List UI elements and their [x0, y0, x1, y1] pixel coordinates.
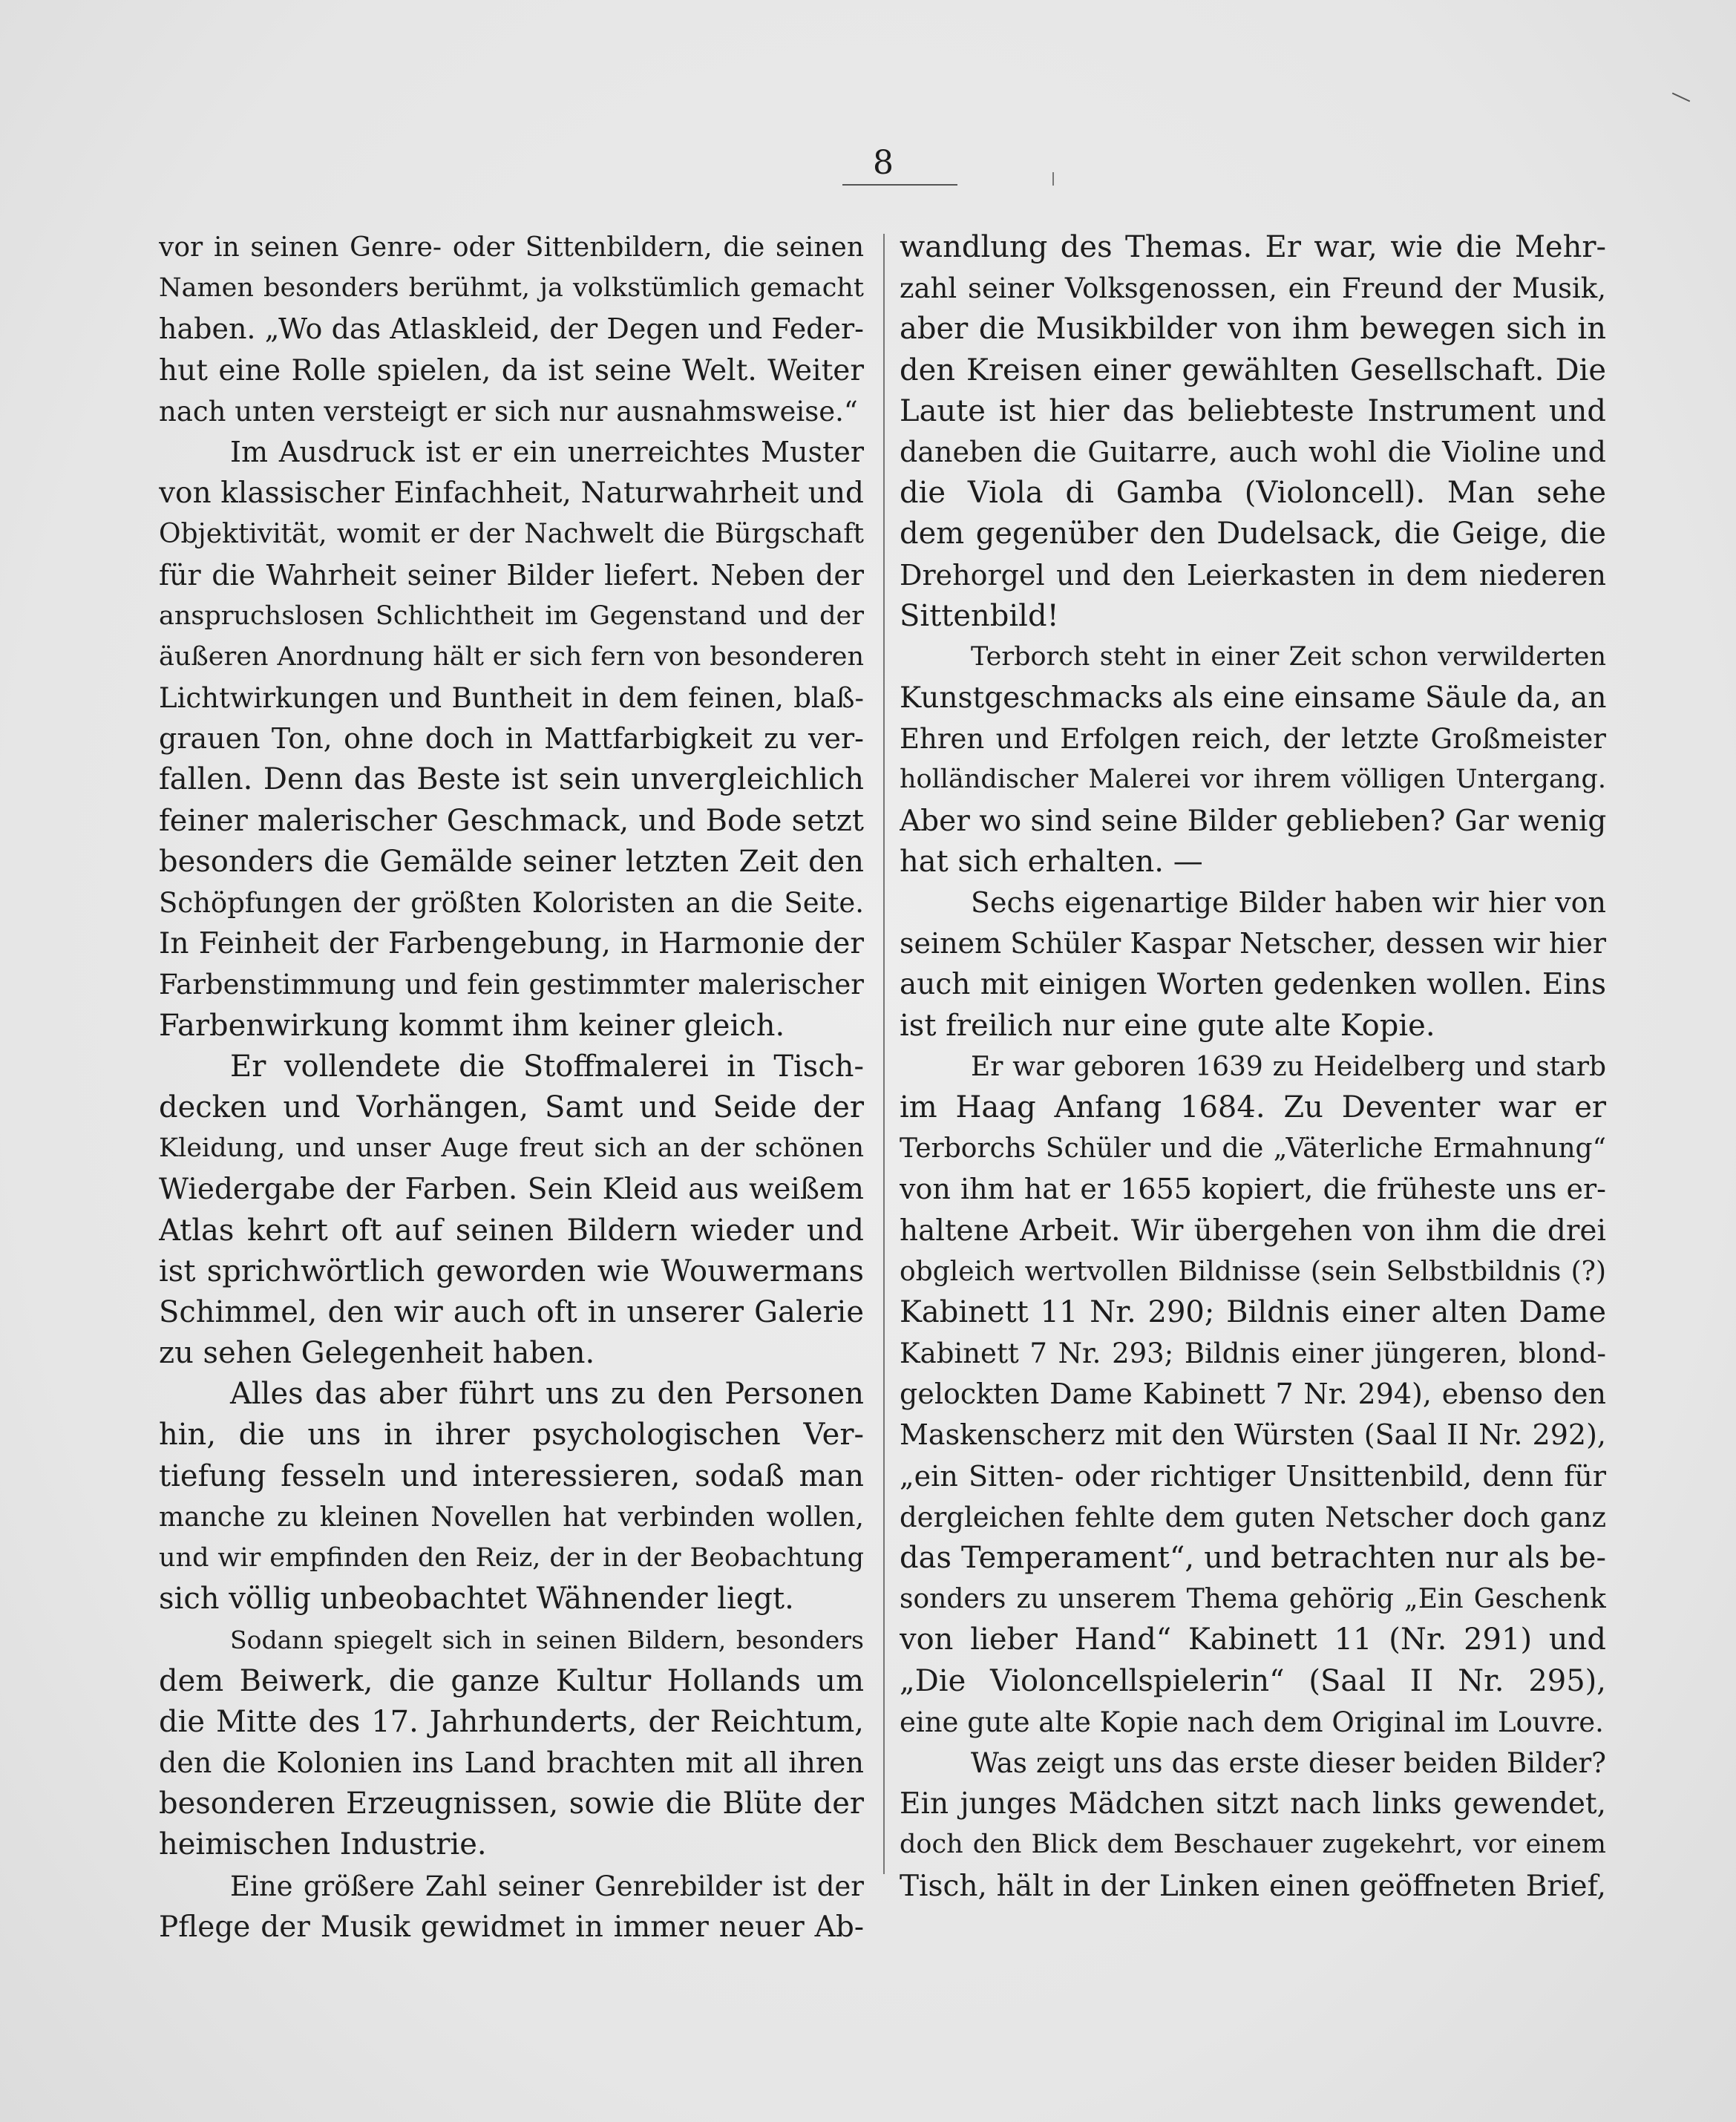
column-divider — [883, 234, 885, 1874]
text-line: Tisch, hält in der Linken einen geöffneten Brief, — [900, 1869, 1606, 1903]
text-line: Pflege der Musik gewidmet in immer neuer Ab- — [159, 1910, 864, 1944]
text-line: holländischer Malerei vor ihrem völligen Untergang. — [900, 764, 1606, 795]
text-line: haben. „Wo das Atlaskleid, der Degen und Feder- — [159, 312, 864, 346]
text-line: haltene Arbeit. Wir übergehen von ihm die drei — [900, 1214, 1606, 1248]
text-line: heimischen Industrie. — [159, 1827, 487, 1862]
text-line: Ein junges Mädchen sitzt nach links gewendet, — [900, 1787, 1606, 1821]
text-line: nach unten versteigt er sich nur ausnahmsweise.“ — [159, 395, 858, 428]
text-line: Farbenwirkung kommt ihm keiner gleich. — [159, 1008, 785, 1043]
text-line: tiefung fesseln und interessieren, sodaß man — [159, 1458, 864, 1493]
text-line: grauen Ton, ohne doch in Mattfarbigkeit zu ver- — [159, 722, 864, 756]
text-line: Sittenbild! — [900, 598, 1059, 633]
page-number: 8 — [873, 144, 894, 182]
text-line: vor in seinen Genre- oder Sittenbildern, die seinen — [159, 232, 864, 263]
text-line: von ihm hat er 1655 kopiert, die früheste uns er- — [900, 1173, 1606, 1206]
text-line: hin, die uns in ihrer psychologischen Ver- — [159, 1418, 864, 1453]
text-line: anspruchslosen Schlichtheit im Gegenstand und der — [159, 600, 864, 631]
text-line: daneben die Guitarre, auch wohl die Violine und — [900, 435, 1606, 468]
text-line: die Mitte des 17. Jahrhunderts, der Reichtum, — [159, 1704, 864, 1739]
text-line: „Die Violoncellspielerin“ (Saal II Nr. 295), — [900, 1663, 1606, 1698]
text-line: Kunstgeschmacks als eine einsame Säule da, an — [900, 681, 1606, 715]
text-line: hut eine Rolle spielen, da ist seine Welt. Weiter — [159, 353, 864, 387]
text-line: Farbenstimmung und fein gestimmter malerischer — [159, 969, 864, 1001]
text-line: Terborch steht in einer Zeit schon verwilderten — [971, 641, 1606, 672]
text-line: Lichtwirkungen und Buntheit in dem feinen, blaß- — [159, 682, 864, 715]
text-line: „ein Sitten- oder richtiger Unsittenbild, denn für — [900, 1459, 1606, 1493]
text-line: Laute ist hier das beliebteste Instrument und — [900, 393, 1606, 428]
text-line: Im Ausdruck ist er ein unerreichtes Muster — [230, 435, 864, 468]
text-line: besonderen Erzeugnissen, sowie die Blüte der — [159, 1787, 864, 1821]
text-line: wandlung des Themas. Er war, wie die Mehr- — [900, 230, 1606, 264]
text-line: das Temperament“, und betrachten nur als be- — [900, 1541, 1606, 1575]
header-rule — [842, 184, 957, 186]
text-line: hat sich erhalten. — — [900, 844, 1203, 879]
text-line: die Viola di Gamba (Violoncell). Man sehe — [900, 476, 1606, 511]
text-line: Schimmel, den wir auch oft in unserer Galerie — [159, 1294, 864, 1329]
text-line: Namen besonders berühmt, ja volkstümlich gemacht — [159, 273, 864, 304]
text-line: Er vollendete die Stoffmalerei in Tisch- — [230, 1049, 864, 1084]
text-line: dem gegenüber den Dudelsack, die Geige, die — [900, 517, 1606, 551]
text-line: feiner malerischer Geschmack, und Bode setzt — [159, 803, 864, 838]
text-line: Kabinett 7 Nr. 293; Bildnis einer jüngeren, blond- — [900, 1337, 1606, 1370]
text-line: Eine größere Zahl seiner Genrebilder ist der — [230, 1870, 864, 1902]
text-line: seinem Schüler Kaspar Netscher, dessen wir hier — [900, 927, 1606, 960]
text-line: zu sehen Gelegenheit haben. — [159, 1336, 595, 1371]
text-line: doch den Blick dem Beschauer zugekehrt, vor einem — [900, 1830, 1606, 1860]
scan-mark — [1672, 93, 1690, 102]
text-line: Maskenscherz mit den Würsten (Saal II Nr. 292), — [900, 1418, 1606, 1452]
text-line: ist freilich nur eine gute alte Kopie. — [900, 1008, 1435, 1043]
scan-mark — [1052, 172, 1054, 186]
left-text-column — [159, 227, 864, 1948]
text-line: eine gute alte Kopie nach dem Original im Louvre. — [900, 1706, 1604, 1738]
text-line: Sodann spiegelt sich in seinen Bildern, besonders — [230, 1625, 864, 1655]
text-line: von lieber Hand“ Kabinett 11 (Nr. 291) und — [900, 1622, 1606, 1657]
text-line: decken und Vorhängen, Samt und Seide der — [159, 1090, 864, 1124]
text-line: für die Wahrheit seiner Bilder liefert. Neben der — [159, 558, 864, 592]
text-line: Kabinett 11 Nr. 290; Bildnis einer alten Dame — [900, 1294, 1606, 1329]
text-line: dem Beiwerk, die ganze Kultur Hollands um — [159, 1663, 864, 1698]
text-line: ist sprichwörtlich geworden wie Wouwermans — [159, 1254, 864, 1288]
text-line: manche zu kleinen Novellen hat verbinden wollen, — [159, 1502, 864, 1533]
text-line: Kleidung, und unser Auge freut sich an der schönen — [159, 1133, 864, 1164]
text-line: Ehren und Erfolgen reich, der letzte Großmeister — [900, 723, 1606, 756]
text-line: Was zeigt uns das erste dieser beiden Bilder? — [971, 1746, 1606, 1779]
text-line: Atlas kehrt oft auf seinen Bildern wieder und — [159, 1213, 864, 1248]
text-line: sich völlig unbeobachtet Wähnender liegt. — [159, 1582, 794, 1617]
text-line: dergleichen fehlte dem guten Netscher doch ganz — [900, 1501, 1606, 1533]
text-line: Objektivität, womit er der Nachwelt die Bürgschaft — [159, 519, 864, 550]
text-line: Alles das aber führt uns zu den Personen — [230, 1377, 864, 1412]
text-line: Aber wo sind seine Bilder geblieben? Gar wenig — [900, 804, 1606, 838]
text-line: von klassischer Einfachheit, Naturwahrheit und — [159, 477, 864, 511]
text-line: aber die Musikbilder von ihm bewegen sich in — [900, 312, 1606, 347]
text-line: obgleich wertvollen Bildnisse (sein Selbstbildnis (?) — [900, 1256, 1606, 1287]
text-line: gelockten Dame Kabinett 7 Nr. 294), ebenso den — [900, 1378, 1606, 1411]
text-line: Terborchs Schüler und die „Väterliche Ermahnung“ — [900, 1133, 1606, 1165]
text-line: im Haag Anfang 1684. Zu Deventer war er — [900, 1090, 1606, 1124]
text-line: In Feinheit der Farbengebung, in Harmonie der — [159, 927, 864, 961]
text-line: auch mit einigen Worten gedenken wollen. Eins — [900, 968, 1606, 1002]
text-line: Schöpfungen der größten Koloristen an die Seite. — [159, 887, 864, 919]
text-line: äußeren Anordnung hält er sich fern von besonderen — [159, 641, 864, 672]
text-line: Er war geboren 1639 zu Heidelberg und starb — [971, 1051, 1606, 1082]
text-line: besonders die Gemälde seiner letzten Zeit den — [159, 844, 864, 879]
text-line: sonders zu unserem Thema gehörig „Ein Geschenk — [900, 1584, 1606, 1615]
text-line: den Kreisen einer gewählten Gesellschaft. Die — [900, 353, 1606, 387]
right-text-column — [900, 227, 1606, 1907]
text-line: und wir empfinden den Reiz, der in der Beobachtung — [159, 1543, 864, 1573]
text-line: den die Kolonien ins Land brachten mit all ihren — [159, 1746, 864, 1779]
text-line: fallen. Denn das Beste ist sein unvergleichlich — [159, 762, 864, 797]
text-line: zahl seiner Volksgenossen, ein Freund der Musik, — [900, 272, 1606, 305]
text-line: Sechs eigenartige Bilder haben wir hier von — [971, 886, 1606, 919]
text-line: Wiedergabe der Farben. Sein Kleid aus weißem — [159, 1173, 864, 1207]
text-line: Drehorgel und den Leierkasten in dem niederen — [900, 558, 1606, 592]
